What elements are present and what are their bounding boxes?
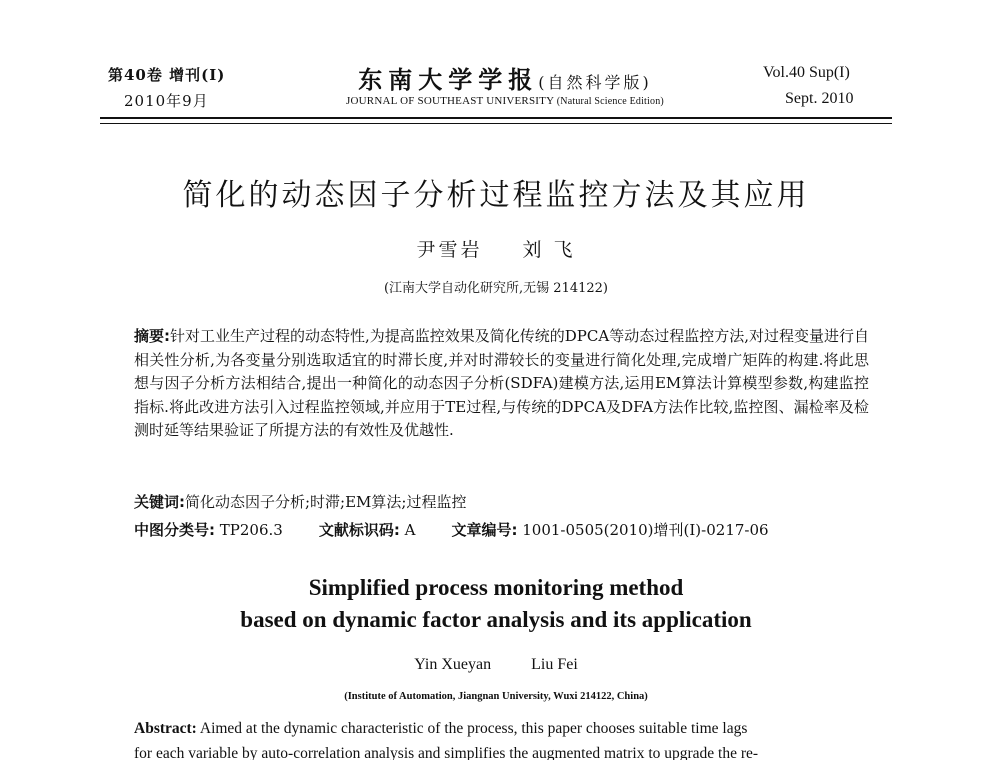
journal-en-edition: (Natural Science Edition) [556,96,664,107]
volume-en: Vol.40 Sup(I) [763,64,850,81]
journal-name-cn [300,60,710,95]
clc-value: TP206.3 [219,521,283,539]
journal-name-en [260,95,750,107]
abstract-en-line2: for each variable by auto-correlation analysis and simplifies the augmented matrix to upgrade the re- [134,745,759,760]
keywords-cn-text: 简化动态因子分析;时滞;EM算法;过程监控 [185,493,467,511]
article-no-value: 1001-0505(2010)增刊(I)-0217-06 [522,521,769,539]
abstract-en [134,716,869,760]
keywords-cn-label: 关键词: [134,493,185,511]
abstract-en-line1 [134,716,869,741]
author-en-1: Yin Xueyan [414,656,492,673]
volume-cn: 第40卷 增刊(I) [108,66,226,84]
paper-title-en-line2: based on dynamic factor analysis and its application [240,607,752,632]
journal-cn-title: 东南大学学报 [358,66,539,94]
abstract-cn [134,325,869,443]
journal-en-title: JOURNAL OF SOUTHEAST UNIVERSITY [346,95,554,107]
header-rule-thick [100,117,892,119]
affiliation-en: (Institute of Automation, Jiangnan University, Wuxi 214122, China) [344,691,648,702]
clc-label: 中图分类号: [134,521,215,539]
author-cn-1: 尹雪岩 [416,239,483,261]
author-cn-2: 刘 飞 [522,239,576,261]
header-rule-thin [100,123,892,124]
author-en-2: Liu Fei [531,656,578,673]
affiliation-cn: (江南大学自动化研究所,无锡 214122) [383,281,609,296]
authors-en [100,656,892,674]
keywords-cn [134,491,869,512]
doc-code-value: A [404,521,416,539]
doc-code-label: 文献标识码: [318,521,400,539]
abstract-cn-label: 摘要: [134,327,170,345]
article-no-label: 文章编号: [451,521,518,539]
abstract-cn-text: 针对工业生产过程的动态特性,为提高监控效果及简化传统的DPCA等动态过程监控方法,对过程变量进行自相关性分析,为各变量分别选取适宜的时滞长度,并对时滞较长的变量进行简化处理,完成增广矩阵的构建.将此思想与因子分析方法相结合,提出一种简化的动态因子分析(SDFA)建模方法,运用EM算法计算模型参数,构建监控指标.将此改进方法引入过程监控领域,并应用于TE过程,与传统的DPCA及DFA方法作比较,监控图、漏检率及检测时延等结果验证了所提方法的有效性及优越性. [134,327,869,439]
date-cn: 2010年9月 [124,92,209,110]
abstract-en-label: Abstract: [134,720,197,737]
journal-cn-edition: (自然科学版) [538,73,652,92]
authors-cn [100,235,892,262]
abstract-en-line1-text: Aimed at the dynamic characteristic of the process, this paper chooses suitable time lags [199,720,748,737]
date-en: Sept. 2010 [785,90,854,107]
paper-title-cn: 简化的动态因子分析过程监控方法及其应用 [182,178,810,213]
classification-line [134,519,869,540]
paper-title-en-line1: Simplified process monitoring method [308,575,684,600]
